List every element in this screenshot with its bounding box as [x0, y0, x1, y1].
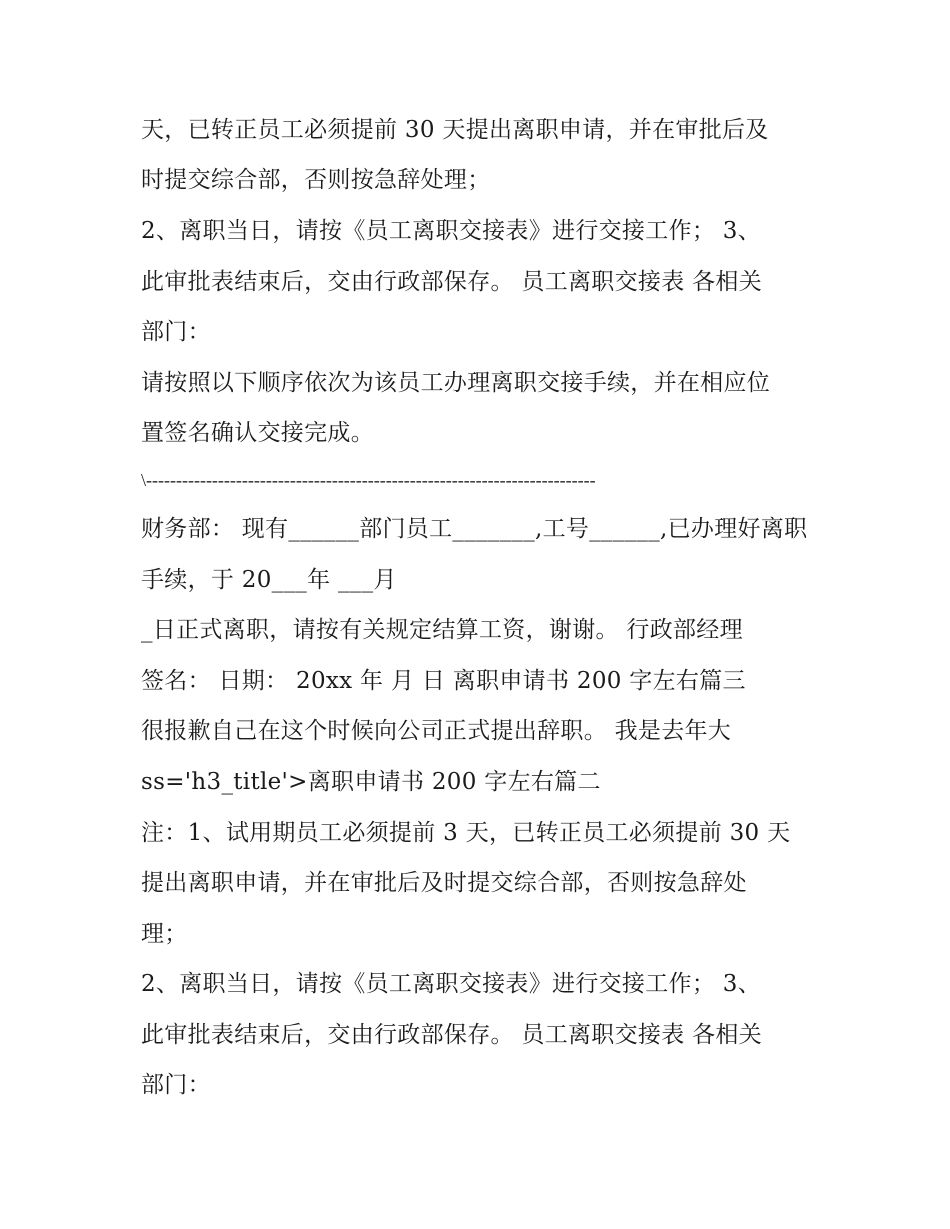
text-line: 签名： 日期： 20xx 年 月 日 离职申请书 200 字左右篇三: [141, 668, 746, 694]
text-line: 手续，于 20___年 ___月: [141, 567, 397, 593]
text-line: 注：1、试用期员工必须提前 3 天，已转正员工必须提前 30 天: [141, 820, 791, 846]
text-line: 2、离职当日，请按《员工离职交接表》进行交接工作； 3、: [141, 971, 761, 997]
separator-line: \---------------------------------------------------------------------------: [141, 470, 596, 490]
text-line: 理；: [141, 921, 188, 947]
text-line: 请按照以下顺序依次为该员工办理离职交接手续，并在相应位: [141, 370, 771, 396]
text-line: ss='h3_title'>离职申请书 200 字左右篇二: [141, 769, 601, 795]
text-line: 财务部： 现有______部门员工_______,工号______,已办理好离职: [141, 516, 808, 542]
text-line: _日正式离职，请按有关规定结算工资，谢谢。 行政部经理: [141, 617, 743, 643]
text-line: 2、离职当日，请按《员工离职交接表》进行交接工作； 3、: [141, 218, 761, 244]
text-line: 时提交综合部，否则按急辞处理；: [141, 167, 491, 193]
text-line: 此审批表结束后，交由行政部保存。 员工离职交接表 各相关: [141, 269, 763, 295]
text-line: 置签名确认交接完成。: [141, 420, 374, 446]
text-line: 部门：: [141, 319, 211, 345]
text-line: 天，已转正员工必须提前 30 天提出离职申请，并在审批后及: [141, 117, 769, 143]
text-line: 部门：: [141, 1072, 211, 1098]
text-line: 此审批表结束后，交由行政部保存。 员工离职交接表 各相关: [141, 1022, 763, 1048]
text-line: 提出离职申请，并在审批后及时提交综合部，否则按急辞处: [141, 870, 747, 896]
text-line: 很报歉自己在这个时候向公司正式提出辞职。 我是去年大: [141, 718, 732, 744]
